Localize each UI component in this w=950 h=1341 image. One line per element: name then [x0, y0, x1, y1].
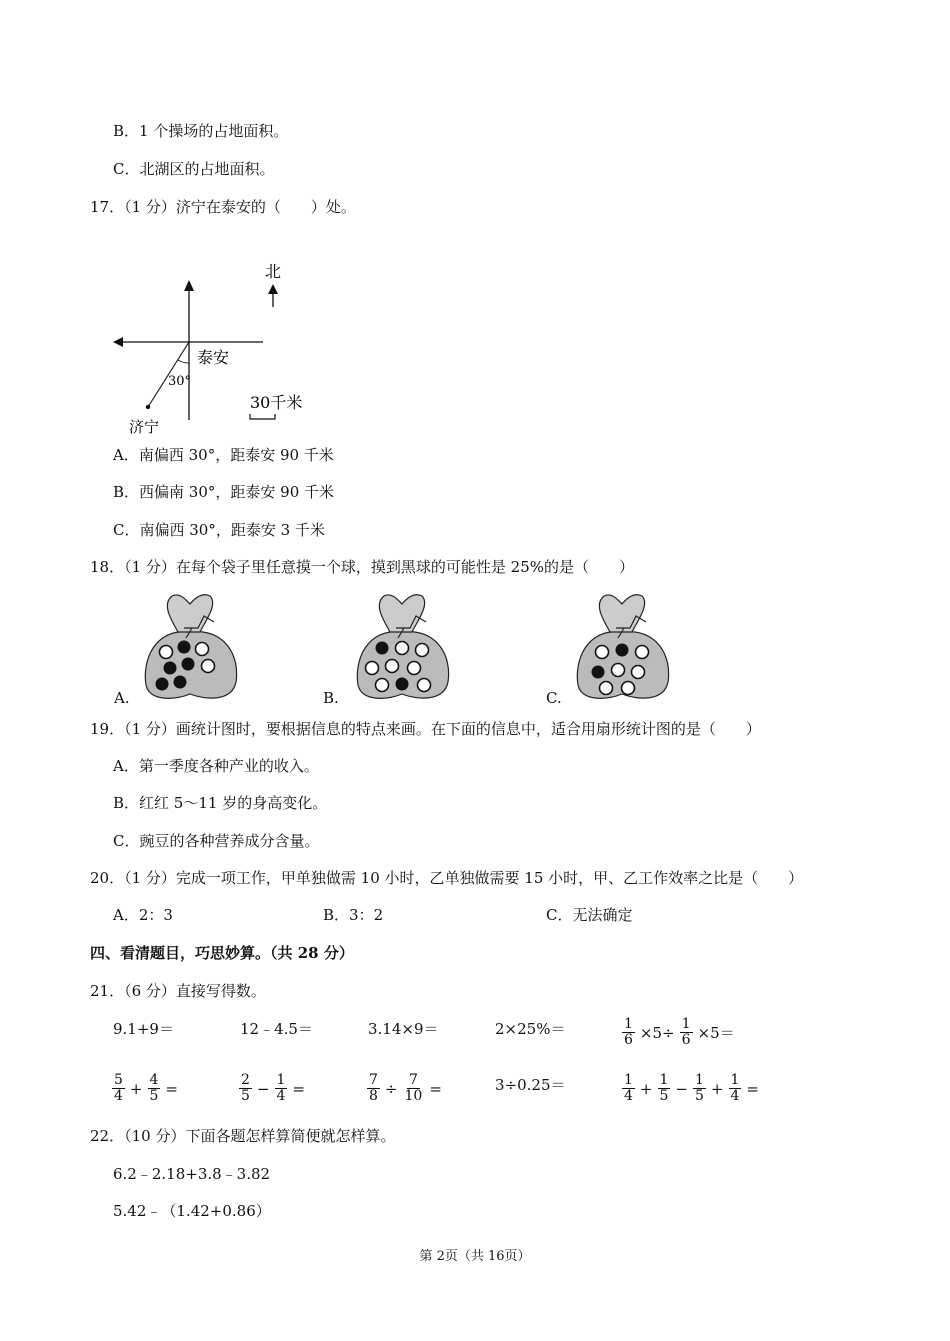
fraction — [239, 1073, 252, 1104]
numerator: 1 — [681, 1016, 691, 1032]
numerator: 1 — [730, 1072, 740, 1088]
fraction — [367, 1073, 380, 1104]
denominator: 5 — [659, 1088, 669, 1104]
denominator: 6 — [624, 1032, 633, 1048]
q18-label-c: C. — [546, 689, 562, 707]
north-indicator-arrow-icon — [268, 284, 278, 294]
denominator: 10 — [404, 1088, 423, 1104]
numerator: 7 — [408, 1072, 418, 1088]
operator: = — [746, 1079, 759, 1098]
numerator: 1 — [276, 1072, 286, 1088]
numerator: 1 — [695, 1072, 704, 1088]
fraction — [729, 1073, 742, 1104]
bag-a-image — [140, 590, 240, 705]
fraction — [275, 1073, 288, 1104]
numerator: 7 — [369, 1072, 378, 1088]
q20-option-b: B．3：2 — [323, 906, 384, 924]
q20-option-c: C．无法确定 — [546, 906, 633, 924]
numerator: 2 — [241, 1072, 250, 1088]
q17-option-a: A．南偏西 30°，距泰安 90 千米 — [113, 446, 334, 464]
q21-expr-3: 3.14×9＝ — [368, 1020, 439, 1038]
q21-expr-10 — [620, 1073, 762, 1104]
numerator: 1 — [624, 1072, 633, 1088]
denominator: 5 — [695, 1088, 704, 1104]
q21-expr-6 — [110, 1073, 181, 1104]
operator: = — [429, 1079, 442, 1098]
north-axis-arrow — [184, 280, 194, 291]
q22-expr-2: 5.42﹣（1.42+0.86） — [113, 1202, 271, 1220]
q20-option-a: A．2：3 — [113, 906, 173, 924]
q19-option-b: B．红红 5～11 岁的身高变化。 — [113, 794, 328, 812]
denominator: 8 — [369, 1088, 378, 1104]
numerator: 5 — [114, 1072, 123, 1088]
q21-expr-4: 2×25%＝ — [495, 1020, 566, 1038]
west-arrow — [113, 337, 123, 347]
q22-expr-1: 6.2﹣2.18+3.8﹣3.82 — [113, 1165, 271, 1183]
scale-label: 30千米 — [250, 393, 303, 412]
direction-diagram — [105, 255, 325, 440]
q18-label-b: B. — [323, 689, 339, 707]
q18-label-a: A. — [114, 689, 130, 707]
q17-option-b: B．西偏南 30°，距泰安 90 千米 — [113, 483, 335, 501]
jining-label: 济宁 — [129, 418, 160, 436]
numerator: 1 — [659, 1072, 669, 1088]
operator: ×5÷ — [639, 1023, 675, 1042]
page-footer: 第 2页（共 16页） — [419, 1249, 531, 1264]
denominator: 5 — [241, 1088, 250, 1104]
denominator: 4 — [624, 1088, 633, 1104]
denominator: 5 — [149, 1088, 159, 1104]
operator: + — [129, 1079, 143, 1098]
q20-stem: 20．（1 分）完成一项工作，甲单独做需 10 小时，乙单独做需要 15 小时，甲、乙工作效率之比是（ ） — [90, 869, 804, 887]
denominator: 4 — [730, 1088, 740, 1104]
fraction — [658, 1073, 671, 1104]
angle-label: 30° — [168, 374, 192, 389]
fraction — [693, 1073, 706, 1104]
q21-expr-5 — [620, 1017, 738, 1048]
operator: + — [639, 1079, 653, 1098]
taian-label: 泰安 — [197, 348, 230, 367]
denominator: 6 — [681, 1032, 691, 1048]
operator: + — [710, 1079, 724, 1098]
denominator: 4 — [114, 1088, 123, 1104]
bag-c-image — [572, 590, 672, 705]
q16-option-b: B．1 个操场的占地面积。 — [113, 122, 289, 140]
section-4-heading: 四、看清题目，巧思妙算。（共 28 分） — [90, 944, 354, 962]
q16-option-c: C．北湖区的占地面积。 — [113, 160, 275, 178]
fraction — [112, 1073, 125, 1104]
bag-b-image — [352, 590, 452, 705]
jining-point — [146, 405, 150, 409]
q21-expr-2: 12﹣4.5＝ — [240, 1020, 313, 1038]
fraction — [622, 1073, 635, 1104]
angle-arc — [178, 360, 189, 363]
fraction — [622, 1017, 635, 1048]
operator: − — [675, 1079, 688, 1098]
numerator: 4 — [149, 1072, 159, 1088]
q21-expr-8 — [365, 1073, 445, 1104]
q19-stem: 19．（1 分）画统计图时，要根据信息的特点来画。在下面的信息中，适合用扇形统计图的是（ ） — [90, 720, 761, 738]
operator: ×5＝ — [697, 1024, 735, 1042]
q18-stem: 18．（1 分）在每个袋子里任意摸一个球，摸到黑球的可能性是 25%的是（ ） — [90, 558, 635, 576]
q19-option-a: A．第一季度各种产业的收入。 — [113, 757, 319, 775]
q17-option-c: C．南偏西 30°，距泰安 3 千米 — [113, 521, 325, 539]
q17-stem: 17．（1 分）济宁在泰安的（ ）处。 — [90, 198, 356, 216]
q22-stem: 22．（10 分）下面各题怎样算简便就怎样算。 — [90, 1127, 396, 1145]
denominator: 4 — [276, 1088, 286, 1104]
operator: − — [256, 1079, 270, 1098]
numerator: 1 — [624, 1016, 633, 1032]
q21-expr-1: 9.1+9＝ — [113, 1020, 174, 1038]
operator: = — [165, 1079, 178, 1098]
q21-expr-7 — [237, 1073, 308, 1104]
north-label: 北 — [265, 262, 282, 281]
q21-expr-9: 3÷0.25＝ — [495, 1076, 566, 1094]
operator: ÷ — [384, 1079, 398, 1098]
fraction — [680, 1017, 693, 1048]
scale-bar — [250, 414, 275, 419]
operator: = — [292, 1079, 305, 1098]
fraction — [148, 1073, 161, 1104]
q19-option-c: C．豌豆的各种营养成分含量。 — [113, 832, 320, 850]
fraction — [403, 1073, 425, 1104]
q21-stem: 21．（6 分）直接写得数。 — [90, 982, 266, 1000]
